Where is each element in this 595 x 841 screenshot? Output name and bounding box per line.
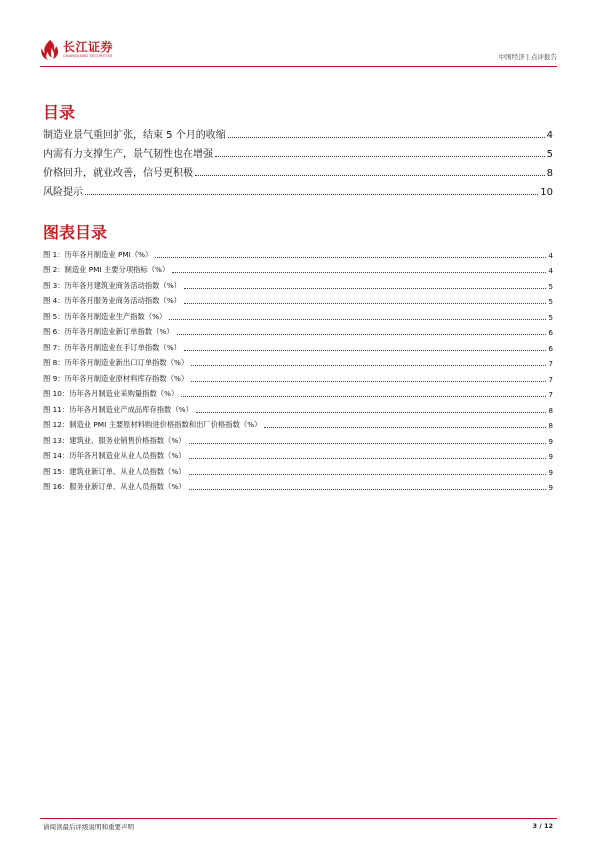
page-header [40,36,557,66]
dot-leader [191,381,546,382]
dot-leader [196,412,546,413]
figure-toc-title: 图表目录 [43,223,108,242]
entry-page-number: 5 [546,149,553,160]
entry-title: 内需有力支撑生产，景气韧性也在增强 [43,149,213,160]
figure-entry[interactable] [43,291,553,307]
entry-page-number: 7 [548,374,553,384]
figure-entry[interactable] [43,306,553,322]
entry-page-number: 9 [548,467,553,477]
entry-title: 图 13：建筑业、服务业销售价格指数（%） [43,435,186,445]
entry-title: 图 2：制造业 PMI 主要分项指标（%） [43,265,170,274]
entry-title: 图 9：历年各月制造业原材料库存指数（%） [43,373,189,383]
flame-logo-icon [40,39,60,61]
figure-entry[interactable] [43,415,553,431]
toc-entry[interactable] [43,141,553,160]
entry-title: 图 5：历年各月制造业生产指数（%） [43,311,167,321]
entry-page-number: 9 [548,436,553,446]
dot-leader [177,334,547,335]
table-of-contents [43,122,553,198]
entry-page-number: 10 [540,187,553,198]
footer-disclaimer: 请阅读最后评级说明和重要声明 [43,823,134,831]
dot-leader [189,474,547,475]
footer-divider [40,818,557,819]
figure-entry[interactable] [43,260,553,276]
entry-title: 图 11：历年各月制造业产成品库存指数（%） [43,404,193,414]
entry-title: 图 8：历年各月制造业新出口订单指数（%） [43,358,189,367]
toc-title: 目录 [43,103,76,122]
figure-entry[interactable] [43,368,553,384]
company-logo [40,36,113,64]
entry-page-number: 5 [548,297,553,306]
figure-entry[interactable] [43,244,553,260]
figure-entry[interactable] [43,275,553,291]
entry-title: 图 4：历年各月服务业商务活动指数（%） [43,296,181,305]
figure-list [43,244,553,492]
entry-title: 图 3：历年各月建筑业商务活动指数（%） [43,280,181,290]
logo-english-name: CHANGJIANG SECURITIES [63,54,113,58]
dot-leader [181,396,546,397]
figure-entry[interactable] [43,322,553,338]
entry-page-number: 7 [548,390,553,399]
dot-leader [184,303,546,304]
entry-page-number: 8 [546,168,553,179]
dot-leader [189,443,547,444]
figure-entry[interactable] [43,399,553,415]
entry-title: 制造业景气重回扩张，结束 5 个月的收缩 [43,130,226,141]
dot-leader [172,272,546,273]
entry-title: 图 16：服务业新订单、从业人员指数（%） [43,482,186,491]
dot-leader [155,257,546,258]
figure-entry[interactable] [43,461,553,477]
dot-leader [195,175,545,176]
toc-entry[interactable] [43,160,553,179]
dot-leader [184,288,546,289]
entry-page-number: 6 [548,343,553,353]
entry-page-number: 9 [548,452,553,461]
dot-leader [215,156,545,157]
toc-entry[interactable] [43,122,553,141]
header-divider [40,66,557,67]
entry-title: 图 6：历年各月制造业新订单指数（%） [43,327,174,336]
figure-entry[interactable] [43,384,553,400]
dot-leader [191,365,546,366]
entry-page-number: 7 [548,359,553,368]
entry-page-number: 4 [546,130,553,141]
entry-title: 图 1：历年各月制造业 PMI（%） [43,249,153,259]
entry-page-number: 6 [548,328,553,337]
dot-leader [169,319,546,320]
logo-chinese-name: 长江证券 [63,40,114,54]
entry-page-number: 8 [548,405,553,415]
figure-entry[interactable] [43,430,553,446]
dot-leader [85,194,538,195]
entry-page-number: 5 [548,312,553,322]
figure-entry[interactable] [43,353,553,369]
figure-entry[interactable] [43,446,553,462]
entry-title: 图 15：建筑业新订单、从业人员指数（%） [43,466,186,476]
entry-title: 图 14：历年各月制造业从业人员指数（%） [43,451,186,460]
document-type-label: 中国经济 | 点评报告 [498,53,557,61]
entry-title: 图 7：历年各月制造业在手订单指数（%） [43,342,181,352]
entry-page-number: 8 [548,421,553,430]
dot-leader [264,427,546,428]
entry-title: 风险提示 [43,187,83,198]
entry-page-number: 5 [548,281,553,291]
entry-page-number: 4 [548,250,553,260]
dot-leader [184,350,546,351]
figure-entry[interactable] [43,477,553,493]
toc-entry[interactable] [43,179,553,198]
dot-leader [228,137,545,138]
entry-title: 图 12：制造业 PMI 主要原材料购进价格指数和出厂价格指数（%） [43,420,262,429]
entry-title: 图 10：历年各月制造业采购量指数（%） [43,389,179,398]
dot-leader [189,489,547,490]
page-number: 3 / 12 [532,822,553,830]
dot-leader [189,458,547,459]
entry-page-number: 4 [548,266,553,275]
entry-title: 价格回升，就业改善，信号更积极 [43,168,193,179]
figure-entry[interactable] [43,337,553,353]
entry-page-number: 9 [548,483,553,492]
